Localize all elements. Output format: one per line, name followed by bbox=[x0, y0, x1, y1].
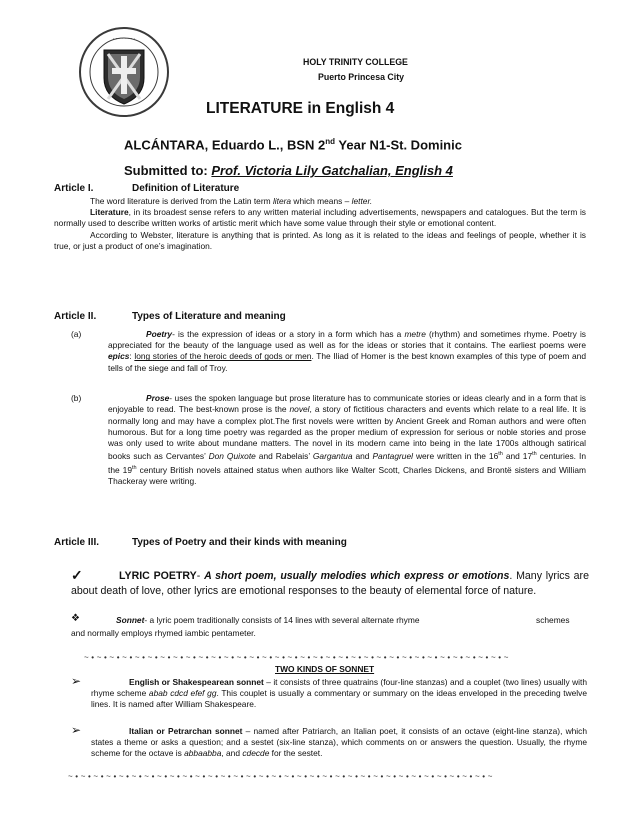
article3-label: Article III. bbox=[54, 537, 100, 548]
english-sonnet-paragraph bbox=[91, 677, 587, 711]
sonnet-line1 bbox=[116, 615, 420, 626]
prose-paragraph bbox=[108, 393, 586, 487]
arrow-bullet-icon-2: ➢ bbox=[71, 723, 82, 737]
article3-title: Types of Poetry and their kinds with meaning bbox=[132, 537, 347, 548]
poetry-metre: metre bbox=[404, 329, 426, 339]
sonnet-term: Sonnet bbox=[116, 615, 145, 625]
prose-text8: century British novels attained status when authors like Walter Scott, Charles Dickens, and Brontë sisters and William Thackeray were writing. bbox=[108, 464, 586, 486]
college-seal-logo bbox=[78, 26, 170, 118]
prose-pantagruel: Pantagruel bbox=[372, 451, 413, 462]
lyric-paragraph bbox=[71, 569, 589, 599]
english-sonnet-text1: – it consists of three quatrains (four-line stanzas) and a couplet (two lines) usually with rhyme scheme bbox=[91, 677, 587, 699]
prose-text7: centuries. In the 19 bbox=[108, 451, 586, 475]
article1-p2-text: , in its broadest sense refers to any written material including advertisements, newspapers and catalogues. But the term is normally used to describe written works of artistic merit which have some value through their style or emotional content. bbox=[54, 207, 586, 229]
submitted-to: Prof. Victoria Lily Gatchalian, English 4 bbox=[211, 163, 453, 178]
italian-sonnet-text2: , and bbox=[221, 748, 243, 759]
article1-p1-text2: which means – bbox=[291, 196, 352, 206]
prose-term: Prose bbox=[146, 393, 170, 403]
submitted-label: Submitted to: bbox=[124, 163, 212, 178]
english-sonnet-text2: . This couplet is usually a commentary or summary on the ideas enveloped in the preceding twelve lines. It is named after William Shakespeare. bbox=[91, 688, 587, 710]
prose-sup1: th bbox=[498, 451, 503, 458]
lyric-rest: . Many lyrics are about death of love, other lyrics are emotional responses to the beauty of elemental force of nature. bbox=[71, 570, 589, 597]
sonnet-text: - a lyric poem traditionally consists of 14 lines with several alternate rhyme bbox=[144, 615, 420, 625]
prose-gargantua: Gargantua bbox=[312, 451, 353, 462]
article1-para3 bbox=[54, 230, 586, 252]
prose-sup2: th bbox=[532, 451, 537, 458]
article1-label: Article I. bbox=[54, 183, 94, 194]
prose-novel: novel bbox=[289, 404, 310, 415]
decorative-divider-top: ~ • ~ • ~ • ~ • ~ • ~ • ~ • ~ • ~ • ~ • ~ • ~ • ~ • ~ • ~ • ~ • ~ • ~ • ~ • ~ • ~ • ~ • ~ • ~ • ~ • ~ • ~ • ~ • ~ • ~ • ~ • ~ • ~ • ~ bbox=[84, 653, 509, 662]
article2-label: Article II. bbox=[54, 311, 97, 322]
student-line bbox=[124, 137, 462, 152]
prose-text4: and bbox=[352, 451, 373, 462]
poetry-text1: - is the expression of ideas or a story in a form which has a bbox=[172, 329, 405, 339]
italian-sonnet-scheme2: cdecde bbox=[242, 748, 270, 759]
svg-text:· · · · · · · ·: · · · · · · · · bbox=[112, 36, 136, 42]
article1-p2-bold: Literature bbox=[90, 207, 129, 218]
prose-text3: and Rabelais’ bbox=[255, 451, 313, 462]
prose-text2: , a story of fictitious characters and events which relate to a real life. It is normally long and may have a complex plot.The first novels were written by Ancient Greek and Roman authors and were often humorous. But for a long time poetry was regarded as the proper medium of expression for serious or noble stories and prose was only used to write about mundane matters. The novel in its modern came into being in the late 1700s although satirical books such as Cervantes’ bbox=[108, 404, 586, 462]
italian-sonnet-text3: for the sestet. bbox=[269, 748, 323, 759]
sonnet-schemes: schemes bbox=[536, 615, 570, 625]
student-year-sup: nd bbox=[325, 137, 336, 146]
sonnet-line2: and normally employs rhymed iambic pentameter. bbox=[71, 628, 256, 638]
article1-p1-litera: litera bbox=[272, 196, 292, 206]
italian-sonnet-scheme1: abbaabba bbox=[184, 748, 222, 759]
lyric-term: LYRIC POETRY bbox=[119, 570, 197, 582]
italian-sonnet-paragraph bbox=[91, 726, 587, 760]
article2-title: Types of Literature and meaning bbox=[132, 311, 286, 322]
poetry-marker: (a) bbox=[71, 329, 82, 339]
college-name: HOLY TRINITY COLLEGE bbox=[303, 57, 408, 67]
prose-quixote: Don Quixote bbox=[208, 451, 256, 462]
poetry-colon: : bbox=[129, 351, 135, 362]
poetry-paragraph bbox=[108, 329, 586, 374]
prose-marker: (b) bbox=[71, 393, 82, 403]
diamond-bullet-icon: ❖ bbox=[71, 613, 80, 624]
prose-text5: were written in the 16 bbox=[412, 451, 499, 462]
prose-sup3: th bbox=[132, 464, 137, 471]
english-sonnet-term: English or Shakespearean sonnet bbox=[129, 677, 264, 687]
article1-para1 bbox=[54, 196, 586, 207]
poetry-term: Poetry bbox=[146, 329, 173, 339]
poetry-text2: (rhythm) and sometimes rhyme. Poetry is appreciated for the beauty of the language used as well as for the ideas or stories that it contains. The earliest poems were bbox=[108, 329, 586, 351]
lyric-definition: A short poem, usually melodies which express or emotions bbox=[204, 570, 510, 582]
poetry-epics: epics bbox=[108, 351, 130, 362]
submitted-line bbox=[124, 163, 453, 178]
lyric-check-icon: ✓ bbox=[71, 567, 83, 583]
arrow-bullet-icon: ➢ bbox=[71, 674, 82, 688]
prose-text1: - uses the spoken language but prose literature has to communicate stories or ideas clearly and in a form that is enjoyable to read. The best-known prose is the bbox=[108, 393, 586, 415]
article1-p1-text: The word literature is derived from the Latin term bbox=[90, 196, 273, 206]
poetry-text3: . The Iliad of Homer is the best known examples of this type of poem and tells of the siege and fall of Troy. bbox=[108, 351, 586, 373]
article1-p1-letter: letter. bbox=[351, 196, 373, 206]
italian-sonnet-term: Italian or Petrarchan sonnet bbox=[129, 726, 243, 736]
poetry-epics-def: long stories of the heroic deeds of gods or men bbox=[134, 351, 312, 362]
prose-text6: and 17 bbox=[502, 451, 533, 462]
college-city: Puerto Princesa City bbox=[318, 72, 405, 82]
decorative-divider-bottom: ~ • ~ • ~ • ~ • ~ • ~ • ~ • ~ • ~ • ~ • ~ • ~ • ~ • ~ • ~ • ~ • ~ • ~ • ~ • ~ • ~ • ~ • ~ • ~ • ~ • ~ • ~ • ~ • ~ • ~ • ~ • ~ • ~ • ~ bbox=[68, 772, 493, 781]
student-section: Year N1-St. Dominic bbox=[335, 137, 462, 153]
student-name: ALCÁNTARA, Eduardo L., BSN 2 bbox=[124, 137, 326, 153]
article1-title: Definition of Literature bbox=[132, 183, 240, 194]
italian-sonnet-text1: – named after Patriarch, an Italian poet, it consists of an octave (eight-line stanza), which states a theme or asks a question; and a sestet (six-line stanza), which comments on or answers the question. Usually, the rhyme scheme for the octave is bbox=[91, 726, 588, 759]
english-sonnet-scheme: abab cdcd efef gg bbox=[148, 688, 217, 699]
article1-para2 bbox=[54, 207, 586, 229]
two-kinds-heading: TWO KINDS OF SONNET bbox=[275, 664, 375, 674]
lyric-dash: - bbox=[196, 570, 205, 582]
article1-p3-text: According to Webster, literature is anything that is printed. As long as it is related to the ideas and feelings of people, whether it is true, or just a product of one’s imagination. bbox=[54, 229, 586, 251]
course-title: LITERATURE in English 4 bbox=[206, 100, 395, 117]
article1-body bbox=[54, 196, 586, 252]
